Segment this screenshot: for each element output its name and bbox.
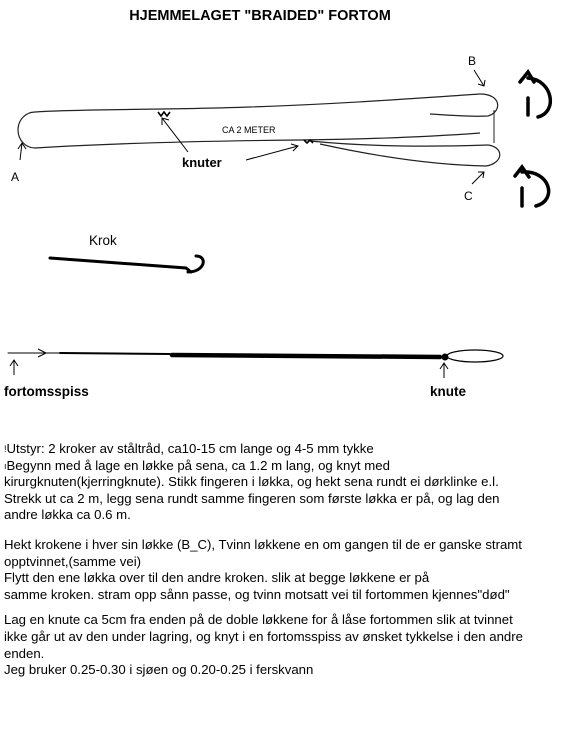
line-utstyr: !Utstyr: 2 kroker av ståltråd, ca10-15 cm lange og 4-5 mm tykke bbox=[4, 441, 374, 456]
arrow-b bbox=[474, 70, 485, 86]
arrow-a bbox=[18, 143, 26, 160]
label-c: C bbox=[464, 189, 473, 203]
finished-leader bbox=[8, 350, 503, 362]
line-begynn-1: $^ı$Begynn med å lage en løkke på sena, ca 1.2 m lang, og knyt med bbox=[4, 457, 390, 473]
line-lag-2: ikke går ut av den under lagring, og knyt i en fortomsspiss av ønsket tykkelse i den andre bbox=[4, 628, 523, 644]
rotation-arrow-upper bbox=[520, 72, 550, 117]
arrow-knute bbox=[440, 363, 448, 378]
label-b: B bbox=[468, 54, 477, 68]
line-hekt-2: opptvinnet,(samme vei) bbox=[4, 553, 142, 569]
knot-upper bbox=[158, 112, 170, 116]
arrow-c bbox=[472, 172, 484, 184]
rotation-arrow-lower bbox=[515, 167, 549, 206]
line-lag-3: enden. bbox=[4, 645, 45, 661]
line-jeg: Jeg bruker 0.25-0.30 i sjøen og 0.20-0.25 i ferskvann bbox=[4, 662, 314, 678]
hook-drawing bbox=[50, 256, 203, 272]
label-knute: knute bbox=[430, 384, 467, 399]
line-lag-1: Lag en knute ca 5cm fra enden på de doble løkkene for å låse fortommen slik at tvinnet bbox=[4, 612, 513, 628]
line-hekt-1: Hekt krokene i hver sin løkke (B_C), Tvinn løkkene en om gangen til de er ganske stramt bbox=[4, 536, 522, 552]
line-strekk-2: andre løkka ca 0.6 m. bbox=[4, 507, 131, 523]
label-a: A bbox=[11, 170, 20, 184]
lower-loop bbox=[310, 141, 500, 166]
line-flytt-1: Flytt den ene løkka over til den andre kroken. slik at begge løkkene er på bbox=[4, 570, 430, 586]
label-krok: Krok bbox=[89, 233, 117, 248]
line-flytt-2: samme kroken. stram opp sånn passe, og tvinn motsatt vei til fortommen kjennes"død" bbox=[4, 586, 510, 602]
label-fortomsspiss: fortomsspiss bbox=[4, 384, 89, 399]
diagram-title: HJEMMELAGET "BRAIDED" FORTOM bbox=[129, 8, 391, 24]
length-label: CA 2 METER bbox=[222, 125, 276, 135]
line-strekk-1: Strekk ut ca 2 m, legg sena rundt samme fingeren som første løkka er på, og lag den bbox=[4, 490, 500, 506]
line-begynn-2: kirurgknuten(kjerringknute). Stikk fingeren i løkka, og hekt sena rundt ei dørklinke e.l. bbox=[4, 474, 499, 490]
label-knuter: knuter bbox=[182, 155, 222, 170]
upper-loop bbox=[18, 94, 498, 148]
instructions bbox=[4, 441, 570, 679]
knot-lower bbox=[304, 140, 313, 143]
